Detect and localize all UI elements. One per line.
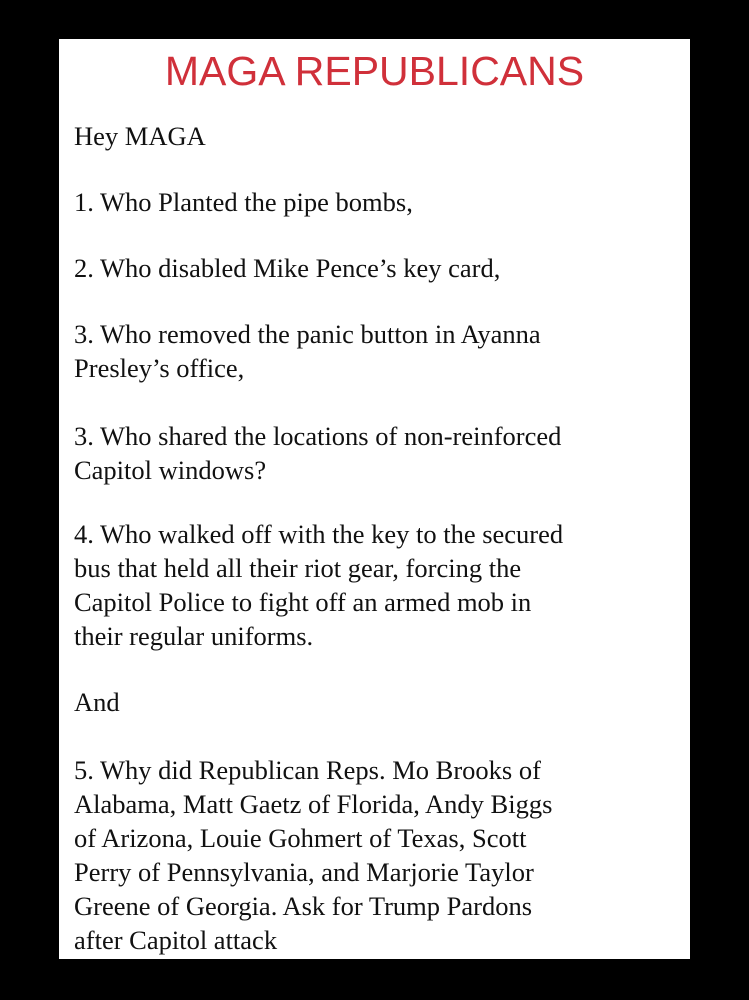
text-line: Presley’s office, [74, 353, 245, 383]
text-line: And [74, 687, 120, 717]
question-5 [74, 753, 686, 957]
text-line: after Capitol attack [74, 925, 278, 955]
text-line: their regular uniforms. [74, 621, 314, 651]
and-paragraph [74, 685, 686, 719]
text-line: Capitol windows? [74, 455, 267, 485]
text-line: Alabama, Matt Gaetz of Florida, Andy Biggs [74, 789, 553, 819]
text-line: 5. Why did Republican Reps. Mo Brooks of [74, 755, 541, 785]
page-title: MAGA REPUBLICANS [164, 48, 585, 94]
question-2 [74, 251, 686, 285]
text-line: 4. Who walked off with the key to the secured [74, 519, 564, 549]
text-line: 3. Who shared the locations of non-reinforced [74, 421, 562, 451]
text-line: Hey MAGA [74, 121, 206, 151]
question-4 [74, 517, 686, 653]
text-line: 3. Who removed the panic button in Ayanna [74, 319, 541, 349]
question-3a [74, 317, 686, 385]
question-1 [74, 185, 686, 219]
question-3b [74, 419, 686, 487]
text-line: Capitol Police to fight off an armed mob in [74, 587, 532, 617]
text-line: Greene of Georgia. Ask for Trump Pardons [74, 891, 533, 921]
text-line: 1. Who Planted the pipe bombs, [74, 187, 413, 217]
text-card [59, 39, 690, 959]
greeting-paragraph [74, 119, 686, 153]
text-line: 2. Who disabled Mike Pence’s key card, [74, 253, 501, 283]
text-line: of Arizona, Louie Gohmert of Texas, Scott [74, 823, 527, 853]
text-line: bus that held all their riot gear, forcing the [74, 553, 522, 583]
text-line: Perry of Pennsylvania, and Marjorie Taylor [74, 857, 534, 887]
